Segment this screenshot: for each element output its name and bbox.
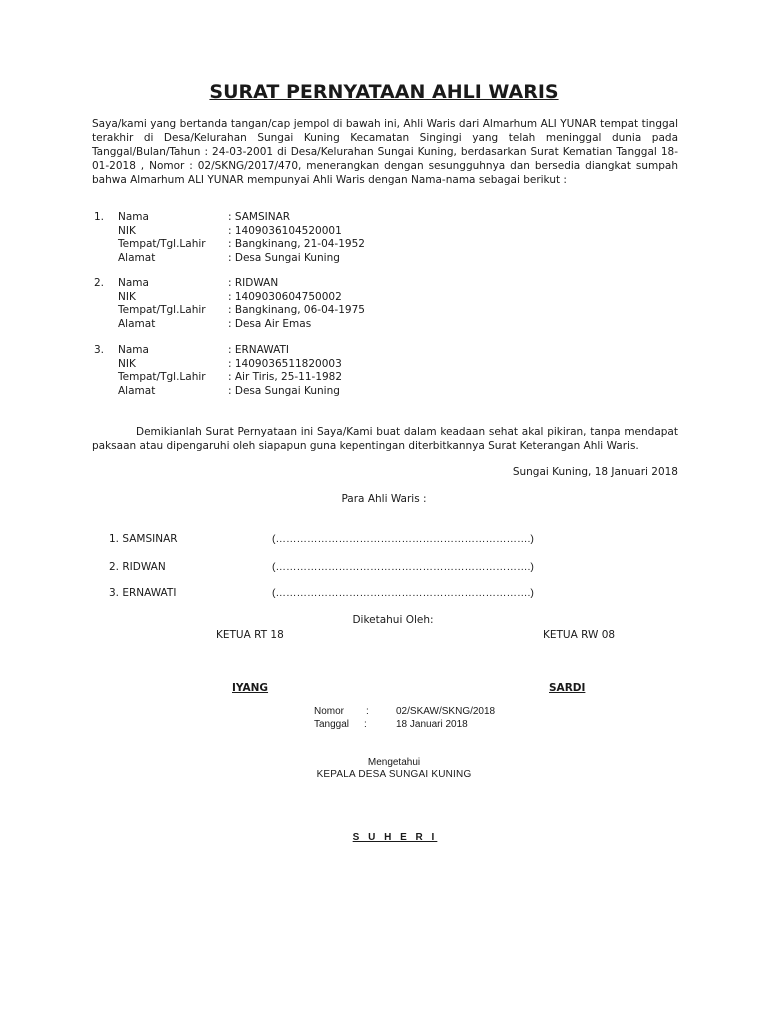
intro-paragraph: Saya/kami yang bertanda tangan/cap jempol di bawah ini, Ahli Waris dari Almarhum ALI YUNAR tempat tinggal terakhir di Desa/Kelurahan Sungai Kuning Kecamatan Singingi yang telah meninggal dunia pada Tanggal/Bulan/Tahun : 24-03-2001 di Desa/Kelurahan Sungai Kuning, berdasarkan Surat Kematian Tanggal 18-01-2018 , Nomor : 02/SKNG/2017/470, menerangkan dengan sesungguhnya dan bersedia diangkat sumpah bahwa Almarhum ALI YUNAR mempunyai Ahli Waris dengan Nama-nama sebagai berikut : [92,118,678,186]
heir-nik: : 1409030604750002 [228,290,342,303]
field-label: Tempat/Tgl.Lahir [118,371,206,384]
heir-name: : ERNAWATI [228,344,289,356]
heir-name: : RIDWAN [228,277,279,289]
heir-nik: : 1409036104520001 [228,224,342,237]
document-title: SURAT PERNYATAAN AHLI WARIS [209,81,559,103]
nomor-label: Nomor [314,706,345,717]
signatory-name: 2. RIDWAN [109,561,166,573]
signature-row [109,586,534,600]
field-label: Nama [118,211,149,223]
heir-address: : Desa Sungai Kuning [228,384,340,397]
field-label: Alamat [118,384,156,397]
field-label: Nama [118,277,149,289]
field-label: NIK [118,224,136,237]
para-ahli-waris-heading: Para Ahli Waris : [341,493,427,505]
ketua-rt-title: KETUA RT 18 [216,629,284,641]
tanggal-value: 18 Januari 2018 [396,719,468,730]
field-label: Alamat [118,251,156,264]
field-label: Tempat/Tgl.Lahir [118,238,206,251]
kepala-desa-title: KEPALA DESA SUNGAI KUNING [316,769,472,780]
signature-row [109,532,534,546]
signature-line: (……………………………………………………………….) [272,533,534,545]
signature-line: (……………………………………………………………….) [272,561,534,573]
diketahui-heading: Diketahui Oleh: [352,614,434,626]
heir-birth: : Bangkinang, 21-04-1952 [228,238,365,251]
field-label: Tempat/Tgl.Lahir [118,304,206,317]
heir-number: 1. [94,211,105,223]
kepala-desa-name: S U H E R I [352,832,438,843]
closing-paragraph: Demikianlah Surat Pernyataan ini Saya/Kami buat dalam keadaan sehat akal pikiran, tanpa mendapat paksaan atau dipengaruhi oleh siapapun guna kepentingan diterbitkannya Surat Keterangan Ahli Waris. [92,426,678,452]
heir-address: : Desa Air Emas [228,317,312,330]
field-label: Nama [118,344,149,356]
ketua-rt-name: IYANG [232,682,269,694]
signature-row [109,560,534,574]
field-label: NIK [118,357,136,370]
heir-number: 2. [94,277,105,289]
heir-number: 3. [94,344,105,356]
place-date: Sungai Kuning, 18 Januari 2018 [512,466,678,478]
field-label: NIK [118,290,136,303]
ketua-rw-name: SARDI [549,682,586,694]
signatory-name: 1. SAMSINAR [109,533,178,545]
heir-birth: : Air Tiris, 25-11-1982 [228,371,343,384]
heir-name: : SAMSINAR [228,211,291,223]
signature-line: (……………………………………………………………….) [272,587,534,599]
nomor-value: 02/SKAW/SKNG/2018 [396,706,496,717]
heir-nik: : 1409036511820003 [228,357,342,370]
mengetahui-heading: Mengetahui [367,757,421,768]
nomor-colon: : [366,706,369,717]
tanggal-label: Tanggal [314,719,350,730]
heir-birth: : Bangkinang, 06-04-1975 [228,304,365,317]
heir-address: : Desa Sungai Kuning [228,251,340,264]
signatory-name: 3. ERNAWATI [109,587,177,599]
field-label: Alamat [118,317,156,330]
ketua-rw-title: KETUA RW 08 [543,629,616,641]
tanggal-colon: : [364,719,367,730]
